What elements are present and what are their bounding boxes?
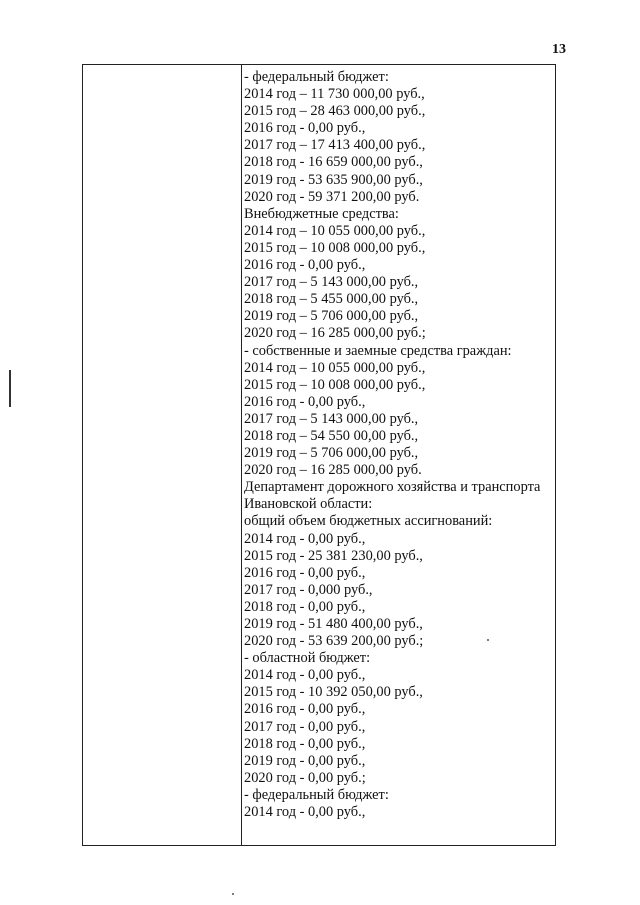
budget-line: 2017 год - 0,00 руб., — [244, 718, 366, 735]
budget-line: общий объем бюджетных ассигнований: — [244, 513, 493, 530]
budget-line: Департамент дорожного хозяйства и транспорта — [244, 479, 541, 496]
budget-line: 2017 год - 0,000 руб., — [244, 581, 373, 598]
budget-line: 2016 год - 0,00 руб., — [244, 701, 366, 718]
budget-line: 2017 год – 17 413 400,00 руб., — [244, 137, 426, 154]
budget-line: 2019 год - 51 480 400,00 руб., — [244, 616, 423, 632]
budget-line: 2019 год - 53 635 900,00 руб., — [244, 171, 423, 188]
budget-line: 2017 год – 5 143 000,00 руб., — [244, 274, 419, 291]
budget-line: - собственные и заемные средства граждан: — [244, 342, 512, 359]
budget-line: 2019 год – 5 706 000,00 руб., — [244, 308, 419, 325]
budget-line: 2018 год - 0,00 руб., — [244, 735, 366, 752]
budget-details-cell — [244, 69, 553, 821]
budget-line: 2018 год - 0,00 руб., — [244, 598, 366, 615]
budget-line: 2014 год – 11 730 000,00 руб., — [244, 86, 425, 103]
budget-line: 2020 год - 0,00 руб.; — [244, 769, 366, 786]
budget-table — [82, 64, 556, 846]
budget-line: 2015 год – 28 463 000,00 руб., — [244, 103, 426, 120]
budget-line: 2018 год – 54 550 00,00 руб., — [244, 427, 419, 444]
page-number: 13 — [552, 42, 566, 57]
budget-line: - областной бюджет: — [244, 650, 371, 667]
budget-line: 2015 год - 10 392 050,00 руб., — [244, 684, 423, 701]
budget-line: 2016 год - 0,00 руб., — [244, 120, 366, 137]
scan-margin-mark — [9, 370, 11, 407]
budget-line: - федеральный бюджет: — [244, 69, 389, 85]
budget-line: 2016 год - 0,00 руб., — [244, 564, 366, 581]
budget-line: Внебюджетные средства: — [244, 205, 399, 222]
budget-line: 2015 год - 25 381 230,00 руб., — [244, 547, 423, 564]
budget-line: 2018 год - 16 659 000,00 руб., — [244, 154, 423, 171]
budget-line: 2017 год – 5 143 000,00 руб., — [244, 410, 419, 427]
budget-line: 2014 год - 0,00 руб., — [244, 530, 366, 547]
budget-line: 2018 год – 5 455 000,00 руб., — [244, 291, 419, 308]
budget-line: 2014 год – 10 055 000,00 руб., — [244, 222, 426, 239]
budget-line: 2016 год - 0,00 руб., — [244, 393, 366, 410]
budget-line: 2020 год – 16 285 000,00 руб.; — [244, 325, 426, 342]
budget-line: 2020 год - 59 371 200,00 руб. — [244, 188, 420, 205]
budget-line: 2015 год – 10 008 000,00 руб., — [244, 376, 426, 393]
budget-line: 2019 год - 0,00 руб., — [244, 752, 366, 769]
budget-line: 2016 год - 0,00 руб., — [244, 257, 366, 274]
table-column-divider — [241, 65, 242, 845]
budget-line: 2014 год – 10 055 000,00 руб., — [244, 359, 426, 376]
budget-line: 2014 год - 0,00 руб., — [244, 804, 366, 821]
budget-line: 2014 год - 0,00 руб., — [244, 667, 366, 684]
budget-line: - федеральный бюджет: — [244, 786, 389, 803]
budget-line: 2020 год – 16 285 000,00 руб. — [244, 462, 422, 479]
budget-line: 2020 год - 53 639 200,00 руб.; — [244, 633, 424, 650]
scan-speck — [232, 893, 234, 895]
budget-line: Ивановской области: — [244, 496, 373, 513]
budget-line: 2019 год – 5 706 000,00 руб., — [244, 445, 419, 462]
budget-line: 2015 год – 10 008 000,00 руб., — [244, 239, 426, 256]
